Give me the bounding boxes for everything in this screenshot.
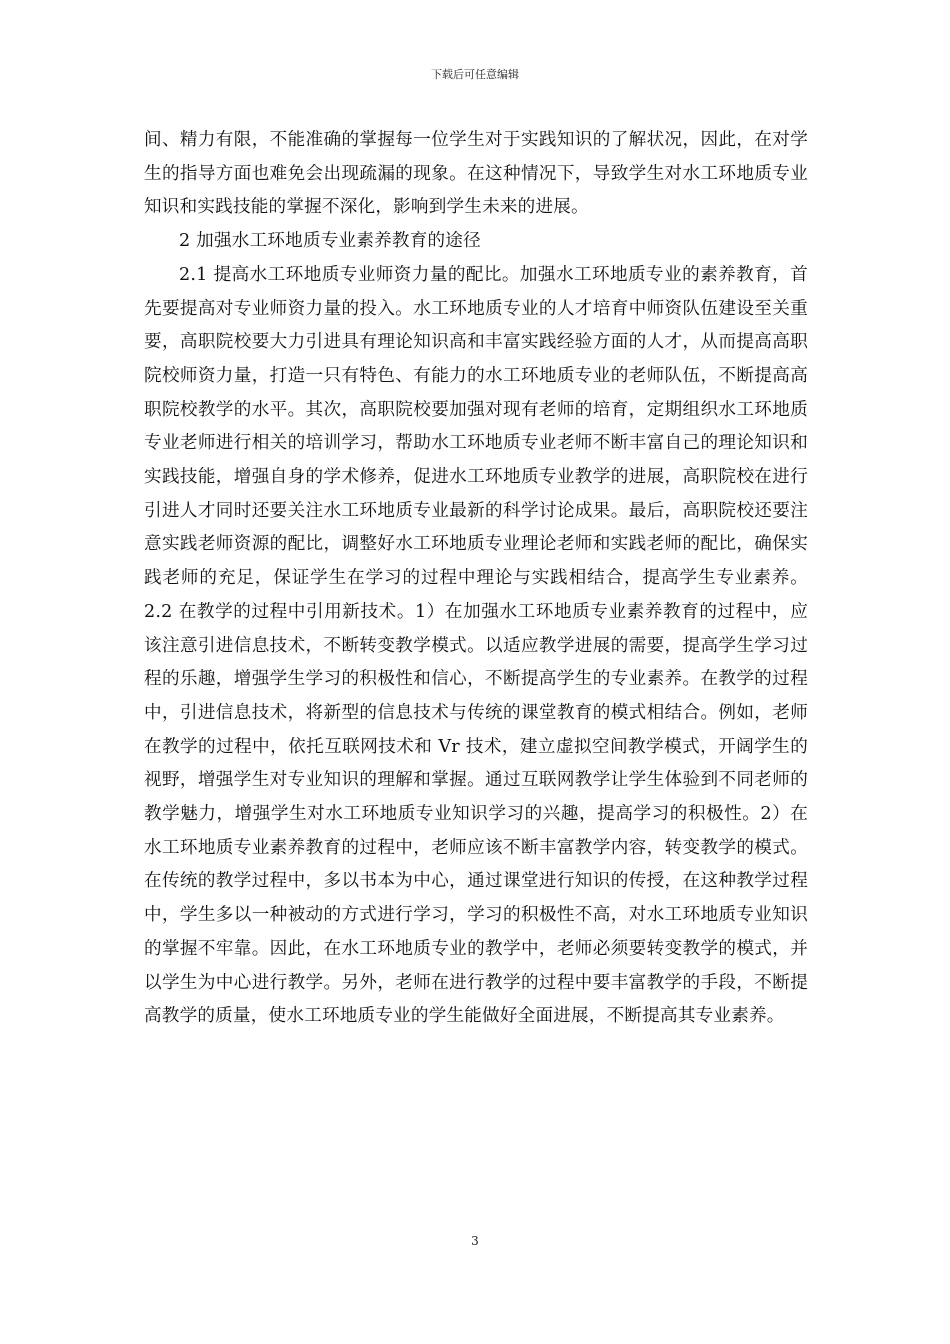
page-header: 下载后可任意编辑 bbox=[431, 68, 519, 81]
body-paragraph-section-2-1: 2.1 提高水工环地质专业师资力量的配比。加强水工环地质专业的素养教育，首先要提高对专业师资力量的投入。水工环地质专业的人才培育中师资队伍建设至关重要，高职院校要大力引进具有理论知识高和丰富实践经验方面的人才，从而提高高职院校师资力量，打造一只有特色、有能力的水工环地质专业的老师队伍，不断提高高职院校教学的水平。其次，高职院校要加强对现有老师的培育，定期组织水工环地质专业老师进行相关的培训学习，帮助水工环地质专业老师不断丰富自己的理论知识和实践技能，增强自身的学术修养，促进水工环地质专业教学的进展，高职院校在进行引进人才同时还要关注水工环地质专业最新的科学讨论成果。最后，高职院校还要注意实践老师资源的配比，调整好水工环地质专业理论老师和实践老师的配比，确保实践老师的充足，保证学生在学习的过程中理论与实践相结合，提高学生专业素养。2.2 在教学的过程中引用新技术。1）在加强水工环地质专业素养教育的过程中，应该注意引进信息技术，不断转变教学模式。以适应教学进展的需要，提高学生学习过程的乐趣，增强学生学习的积极性和信心，不断提高学生的专业素养。在教学的过程中，引进信息技术，将新型的信息技术与传统的课堂教育的模式相结合。例如，老师在教学的过程中，依托互联网技术和 Vr 技术，建立虚拟空间教学模式，开阔学生的视野，增强学生对专业知识的理解和掌握。通过互联网教学让学生体验到不同老师的教学魅力，增强学生对水工环地质专业知识学习的兴趣，提高学习的积极性。2）在水工环地质专业素养教育的过程中，老师应该不断丰富教学内容，转变教学的模式。在传统的教学过程中，多以书本为中心，通过课堂进行知识的传授，在这种教学过程中，学生多以一种被动的方式进行学习，学习的积极性不高，对水工环地质专业知识的掌握不牢靠。因此，在水工环地质专业的教学中，老师必须要转变教学的模式，并以学生为中心进行教学。另外，老师在进行教学的过程中要丰富教学的手段，不断提高教学的质量，使水工环地质专业的学生能做好全面进展，不断提高其专业素养。 bbox=[144, 264, 808, 1027]
document-body bbox=[144, 124, 808, 1034]
body-paragraph-continued: 间、精力有限，不能准确的掌握每一位学生对于实践知识的了解状况，因此，在对学生的指导方面也难免会出现疏漏的现象。在这种情况下，导致学生对水工环地质专业知识和实践技能的掌握不深化，影响到学生未来的进展。 bbox=[144, 130, 808, 218]
page-number: 3 bbox=[471, 1234, 479, 1248]
section-heading: 2 加强水工环地质专业素养教育的途径 bbox=[179, 231, 481, 252]
